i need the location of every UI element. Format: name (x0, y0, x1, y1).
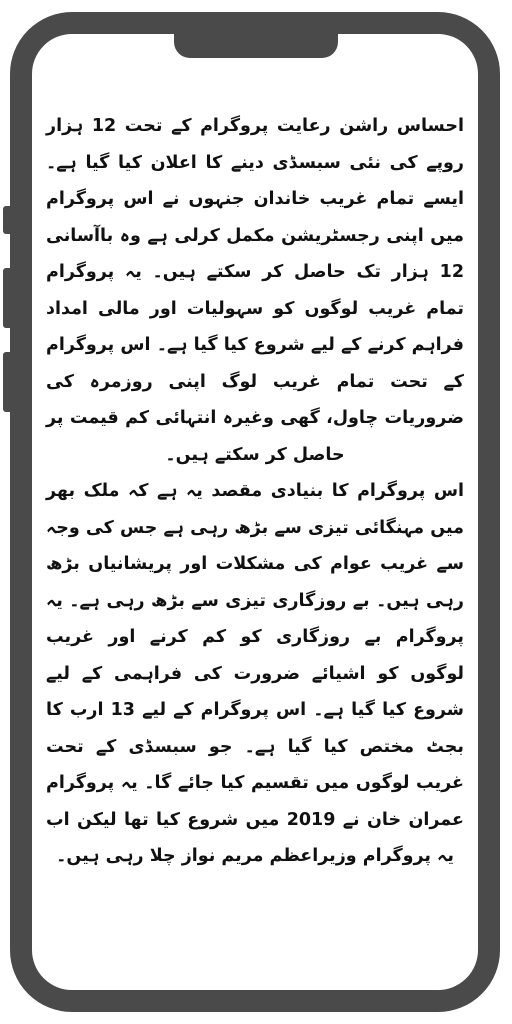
article-paragraph-2: اس پروگرام کا بنیادی مقصد یہ ہے کہ ملک بھر میں مہنگائی تیزی سے بڑھ رہی ہے جس کی وجہ سے غریب عوام کی مشکلات اور پریشانیاں بڑھ رہی ہیں۔ بے روزگاری تیزی سے بڑھ رہی ہے۔ یہ پروگرام بے روزگاری کو کم کرنے اور غریب لوگوں کو اشیائے ضرورت کی فراہمی کے لیے شروع کیا گیا ہے۔ اس پروگرام کے لیے 13 ارب کا بجٹ مختص کیا گیا ہے۔ جو سبسڈی کے تحت غریب لوگوں میں تقسیم کیا جائے گا۔ یہ پروگرام عمران خان نے 2019 میں شروع کیا تھا لیکن اب یہ پروگرام وزیراعظم مریم نواز چلا رہی ہیں۔ (46, 481, 465, 866)
article-paragraph-1: احساس راشن رعایت پروگرام کے تحت 12 ہزار روپے کی نئی سبسڈی دینے کا اعلان کیا گیا ہے۔ ایسے تمام غریب خاندان جنہوں نے اس پروگرام میں اپنی رجسٹریشن مکمل کرلی ہے وہ باآسانی 12 ہزار تک حاصل کر سکتے ہیں۔ یہ پروگرام تمام غریب لوگوں کو سہولیات اور مالی امداد فراہم کرنے کے لیے شروع کیا گیا ہے۔ اس پروگرام کے تحت تمام غریب لوگ اپنی روزمرہ کی ضروریات چاول، گھی وغیرہ انتہائی کم قیمت پر حاصل کر سکتے ہیں۔ (46, 116, 464, 465)
phone-notch (174, 32, 338, 58)
phone-frame (10, 12, 500, 1012)
phone-screen (46, 108, 464, 950)
